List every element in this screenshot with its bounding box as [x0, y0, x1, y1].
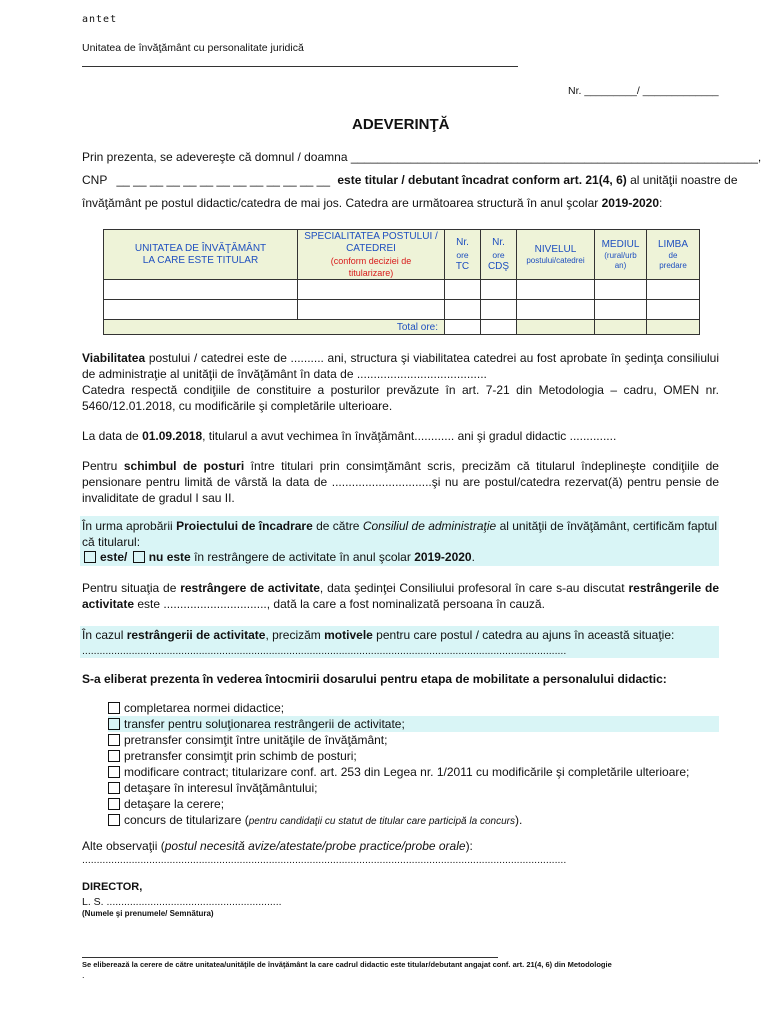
- project-pre: În urma aprobării: [82, 519, 173, 533]
- header-nivel-1: NIVELUL: [534, 243, 577, 255]
- header-mediul-3: an): [614, 260, 627, 270]
- antet-label: antet: [82, 14, 118, 25]
- project-bold: Proiectului de încadrare: [176, 519, 313, 533]
- option-item: [108, 764, 719, 780]
- table-cell[interactable]: [647, 300, 700, 320]
- table-cell[interactable]: [481, 280, 517, 300]
- header-unit: [104, 230, 298, 280]
- observations-line: [82, 839, 473, 853]
- seniority-line: [82, 429, 616, 443]
- header-nivel: [517, 230, 595, 280]
- table-cell[interactable]: [298, 300, 445, 320]
- option-checkbox[interactable]: [108, 782, 120, 794]
- header-ore-cds-3: CDŞ: [487, 260, 510, 272]
- option-checkbox[interactable]: [108, 718, 120, 730]
- intro-line-structure: [82, 196, 662, 210]
- director-title: DIRECTOR,: [82, 881, 143, 893]
- table-cell: [595, 320, 647, 335]
- option-checkbox[interactable]: [108, 798, 120, 810]
- reasons-dots[interactable]: ......................................................................................................................................................................: [82, 645, 567, 657]
- header-ore-tc-1: Nr.: [456, 236, 469, 248]
- este-label: este/: [100, 550, 128, 564]
- table-cell[interactable]: [517, 300, 595, 320]
- option-item: [108, 796, 719, 812]
- issued-for-heading: S-a eliberat prezenta în vederea întocmirii dosarului pentru etapa de mobilitate a personalului didactic:: [82, 672, 667, 686]
- table-cell[interactable]: [647, 280, 700, 300]
- footnote-divider: [82, 957, 498, 958]
- option-item: [108, 748, 719, 764]
- cnp-label: CNP: [82, 173, 108, 187]
- header-specialty-line2: CATEDREI: [346, 242, 396, 254]
- structure-text: învăţământ pe postul didactic/catedra de mai jos. Catedra are următoarea structură în anul şcolar: [82, 196, 599, 210]
- table-cell[interactable]: [445, 300, 481, 320]
- option-checkbox[interactable]: [108, 750, 120, 762]
- table-cell: [517, 320, 595, 335]
- table-cell[interactable]: [517, 280, 595, 300]
- option-item: [108, 780, 719, 796]
- restriction-year: 2019-2020: [414, 550, 472, 564]
- restriction-end: .: [471, 550, 475, 564]
- school-year: 2019-2020: [601, 196, 660, 210]
- header-unit-line2: LA CARE ESTE TITULAR: [142, 254, 259, 266]
- structure-colon: :: [659, 196, 663, 210]
- exchange-pre: Pentru: [82, 459, 118, 473]
- footnote-text: Se eliberează la cerere de către unitatea/unităţile de învăţământ la care cadrul didactic este titular/debutant angajat conf. art. 21(4, 6) din Metodologie: [82, 960, 612, 969]
- table-cell[interactable]: [481, 300, 517, 320]
- director-name-signature: (Numele şi prenumele/ Semnătura): [82, 909, 214, 918]
- reasons-pre: În cazul: [82, 628, 124, 642]
- unit-label: Unitatea de învăţământ cu personalitate juridică: [82, 42, 304, 54]
- reasons-mid: , precizăm: [265, 628, 321, 642]
- este-checkbox[interactable]: [84, 551, 96, 563]
- option-note: pentru candidaţii cu statut de titular care participă la concurs: [248, 816, 515, 827]
- total-tc[interactable]: [445, 320, 481, 335]
- restriction-paragraph: [82, 580, 719, 612]
- viability-bold: Viabilitatea: [82, 351, 146, 365]
- status-text: este titular / debutant încadrat conform art. 21(4, 6): [337, 173, 627, 187]
- option-checkbox[interactable]: [108, 702, 120, 714]
- total-cds[interactable]: [481, 320, 517, 335]
- cnp-field[interactable]: __ __ __ __ __ __ __ __ __ __ __ __ __: [116, 173, 330, 187]
- nu-este-checkbox[interactable]: [133, 551, 145, 563]
- restriction-bold1: restrângere de activitate: [180, 581, 320, 595]
- header-specialty-note1: (conform deciziei de: [330, 255, 412, 266]
- table-row: [104, 280, 700, 300]
- header-mediul-1: MEDIUL: [601, 238, 640, 250]
- exchange-text: între titulari prin consimţământ scris, precizăm că titularul îndeplineşte condiţiile de pensionare pentru limită de vârstă la data de ..............................şi nu are postul/catedra rezervat(ă) pentru pensie de invaliditate de gradul I sau II.: [82, 459, 719, 505]
- observations-post: ):: [465, 839, 473, 853]
- header-limba-3: predare: [659, 260, 687, 270]
- option-label: detaşare în interesul învăţământului;: [124, 781, 318, 795]
- option-label: concurs de titularizare (: [124, 813, 249, 827]
- intro-line-cnp[interactable]: [82, 173, 738, 187]
- header-limba-2: de: [668, 250, 678, 260]
- total-label: Total ore:: [104, 320, 445, 335]
- header-mediul: [595, 230, 647, 280]
- nu-este-label: nu este: [148, 550, 191, 564]
- option-checkbox[interactable]: [108, 766, 120, 778]
- header-unit-line1: UNITATEA DE ÎNVĂŢĂMÂNT: [134, 242, 267, 254]
- table-cell[interactable]: [104, 280, 298, 300]
- option-checkbox[interactable]: [108, 734, 120, 746]
- option-label: transfer pentru soluţionarea restrângerii de activitate;: [124, 717, 405, 731]
- header-ore-tc-3: TC: [455, 260, 470, 272]
- seniority-date: 01.09.2018: [142, 429, 203, 443]
- header-limba: [647, 230, 700, 280]
- nr-field[interactable]: Nr. _________/ _____________: [568, 85, 719, 97]
- purpose-options: [108, 700, 719, 828]
- option-item: [108, 716, 719, 732]
- viability-text: postului / catedrei este de .......... ani, structura şi viabilitatea catedrei au fost aprobate în şedinţa consiliului de administraţie al unităţii de învăţământ în data de .......................................: [82, 351, 719, 381]
- option-label: pretransfer consimţit prin schimb de posturi;: [124, 749, 357, 763]
- reasons-post: pentru care postul / catedra au ajuns în această situaţie:: [376, 628, 675, 642]
- option-item: [108, 732, 719, 748]
- header-ore-tc-2: ore: [456, 249, 469, 260]
- viability-paragraph: [82, 350, 719, 382]
- intro-line-name[interactable]: Prin prezenta, se adevereşte că domnul / doamna _____________________________________________________________,: [82, 150, 762, 164]
- option-checkbox[interactable]: [108, 814, 120, 826]
- project-mid: de către: [316, 519, 360, 533]
- table-cell[interactable]: [298, 280, 445, 300]
- option-label: completarea normei didactice;: [124, 701, 285, 715]
- header-ore-cds: [481, 230, 517, 280]
- option-item: [108, 700, 719, 716]
- document-title: ADEVERINŢĂ: [352, 116, 450, 133]
- option-item: [108, 812, 719, 828]
- table-cell: [647, 320, 700, 335]
- observations-pre: Alte observaţii (: [82, 839, 165, 853]
- option-label: pretransfer consimţit între unităţile de învăţământ;: [124, 733, 388, 747]
- catedra-paragraph: Catedra respectă condiţiile de constituire a posturilor prevăzute în art. 7-21 din Metodologia – cadru, OMEN nr. 5460/12.01.2018, cu modificările şi completările ulterioare.: [82, 383, 719, 413]
- header-specialty: [298, 230, 445, 280]
- table-total-row: [104, 320, 700, 335]
- header-mediul-2: (rural/urb: [604, 250, 637, 260]
- project-post: al unităţii de învăţământ, certificăm faptul că titularul:: [82, 519, 718, 549]
- header-nivel-2: postului/catedrei: [526, 255, 585, 265]
- restriction-mid: , data şedinţei Consiliului profesoral în care s-au discutat: [319, 581, 625, 595]
- seniority-post: , titularul a avut vechimea în învăţământ............ ani şi gradul didactic ..............: [202, 429, 617, 443]
- exchange-paragraph: [82, 458, 719, 506]
- unit-underline: [82, 66, 518, 67]
- option-label: detaşare la cerere;: [124, 797, 225, 811]
- structure-table: [103, 229, 700, 335]
- option-end: ).: [514, 813, 523, 827]
- table-cell[interactable]: [445, 280, 481, 300]
- seniority-pre: La data de: [82, 429, 139, 443]
- restriction-pre: Pentru situaţia de: [82, 581, 177, 595]
- header-ore-tc: [445, 230, 481, 280]
- restriction-bold2: restrângerile de activitate: [82, 581, 719, 611]
- header-specialty-note2: titularizare): [348, 267, 394, 278]
- header-specialty-line1: SPECIALITATEA POSTULUI /: [304, 230, 438, 242]
- option-label: modificare contract; titularizare conf. art. 253 din Legea nr. 1/2011 cu modificările şi completările ulterioare;: [124, 765, 690, 779]
- reasons-bold2: motivele: [324, 628, 373, 642]
- observations-italic: postul necesită avize/atestate/probe practice/probe orale: [164, 839, 466, 853]
- exchange-bold: schimbul de posturi: [123, 459, 245, 473]
- project-italic: Consiliul de administraţie: [362, 519, 497, 533]
- reasons-line: [82, 628, 674, 642]
- restriction-choice-line: [84, 550, 475, 564]
- reasons-bold1: restrângerii de activitate: [126, 628, 266, 642]
- footnote-dot: .: [82, 970, 85, 980]
- header-limba-1: LIMBA: [657, 238, 688, 250]
- table-cell[interactable]: [104, 300, 298, 320]
- restriction-rest: în restrângere de activitate în anul şcolar: [194, 550, 411, 564]
- header-ore-cds-2: ore: [492, 249, 505, 260]
- observations-dots[interactable]: ......................................................................................................................................................................: [82, 854, 567, 866]
- table-cell[interactable]: [595, 300, 647, 320]
- table-cell[interactable]: [595, 280, 647, 300]
- director-ls[interactable]: L. S. ............................................................: [82, 896, 282, 908]
- header-ore-cds-1: Nr.: [492, 236, 505, 248]
- status-rest: al unităţii noastre de: [630, 173, 738, 187]
- table-row: [104, 300, 700, 320]
- project-paragraph: [82, 518, 719, 550]
- restriction-post: este ..............................., dată la care a fost nominalizată persoana în cauză.: [137, 597, 545, 611]
